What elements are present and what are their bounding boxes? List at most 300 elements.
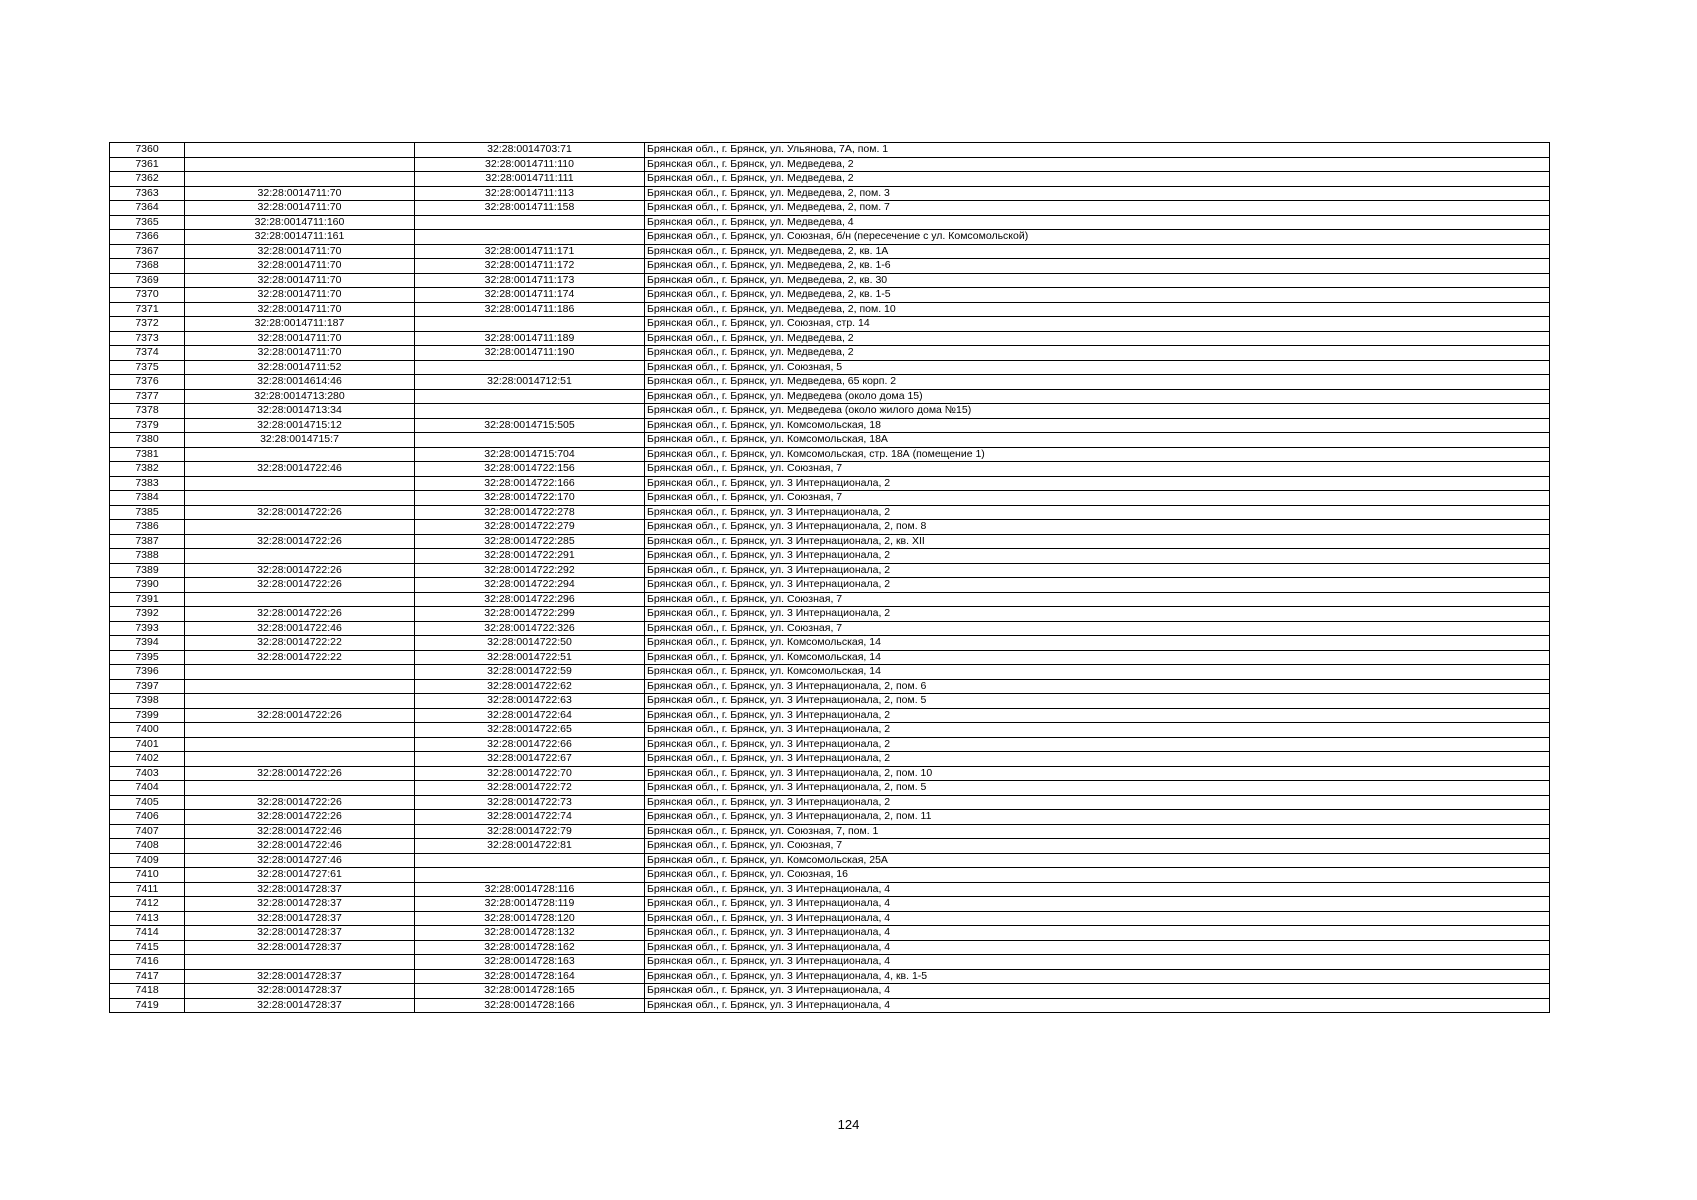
table-row bbox=[110, 650, 1550, 665]
object-cadastral-number-cell: 32:28:0014711:110 bbox=[415, 157, 645, 172]
address-cell: Брянская обл., г. Брянск, ул. Комсомольская, 14 bbox=[645, 636, 1550, 651]
parcel-cadastral-number-cell: 32:28:0014711:52 bbox=[185, 360, 415, 375]
object-cadastral-number-cell: 32:28:0014722:291 bbox=[415, 549, 645, 564]
row-number-cell: 7386 bbox=[110, 520, 185, 535]
parcel-cadastral-number-cell bbox=[185, 679, 415, 694]
row-number-cell: 7377 bbox=[110, 389, 185, 404]
object-cadastral-number-cell: 32:28:0014722:63 bbox=[415, 694, 645, 709]
address-cell: Брянская обл., г. Брянск, ул. 3 Интернационала, 2 bbox=[645, 708, 1550, 723]
object-cadastral-number-cell: 32:28:0014715:704 bbox=[415, 447, 645, 462]
row-number-cell: 7395 bbox=[110, 650, 185, 665]
object-cadastral-number-cell: 32:28:0014711:174 bbox=[415, 288, 645, 303]
address-cell: Брянская обл., г. Брянск, ул. 3 Интернационала, 2 bbox=[645, 795, 1550, 810]
address-cell: Брянская обл., г. Брянск, ул. Медведева, 2 bbox=[645, 331, 1550, 346]
address-cell: Брянская обл., г. Брянск, ул. Медведева, 2, кв. 1-5 bbox=[645, 288, 1550, 303]
parcel-cadastral-number-cell: 32:28:0014711:70 bbox=[185, 186, 415, 201]
table-row bbox=[110, 230, 1550, 245]
address-cell: Брянская обл., г. Брянск, ул. 3 Интернационала, 2 bbox=[645, 505, 1550, 520]
table-row bbox=[110, 563, 1550, 578]
parcel-cadastral-number-cell: 32:28:0014722:26 bbox=[185, 563, 415, 578]
table-row bbox=[110, 215, 1550, 230]
parcel-cadastral-number-cell: 32:28:0014711:70 bbox=[185, 331, 415, 346]
address-cell: Брянская обл., г. Брянск, ул. 3 Интернационала, 2 bbox=[645, 737, 1550, 752]
parcel-cadastral-number-cell bbox=[185, 752, 415, 767]
registry-table bbox=[109, 142, 1550, 1013]
parcel-cadastral-number-cell: 32:28:0014722:46 bbox=[185, 621, 415, 636]
address-cell: Брянская обл., г. Брянск, ул. Комсомольская, стр. 18А (помещение 1) bbox=[645, 447, 1550, 462]
parcel-cadastral-number-cell bbox=[185, 143, 415, 158]
address-cell: Брянская обл., г. Брянск, ул. 3 Интернационала, 2 bbox=[645, 549, 1550, 564]
address-cell: Брянская обл., г. Брянск, ул. Ульянова, 7А, пом. 1 bbox=[645, 143, 1550, 158]
address-cell: Брянская обл., г. Брянск, ул. Медведева (около жилого дома №15) bbox=[645, 404, 1550, 419]
parcel-cadastral-number-cell: 32:28:0014722:22 bbox=[185, 650, 415, 665]
table-row bbox=[110, 578, 1550, 593]
row-number-cell: 7394 bbox=[110, 636, 185, 651]
table-row bbox=[110, 186, 1550, 201]
address-cell: Брянская обл., г. Брянск, ул. 3 Интернационала, 4 bbox=[645, 984, 1550, 999]
parcel-cadastral-number-cell: 32:28:0014722:26 bbox=[185, 534, 415, 549]
row-number-cell: 7385 bbox=[110, 505, 185, 520]
address-cell: Брянская обл., г. Брянск, ул. Медведева, 2 bbox=[645, 346, 1550, 361]
table-row bbox=[110, 882, 1550, 897]
table-row bbox=[110, 331, 1550, 346]
parcel-cadastral-number-cell: 32:28:0014728:37 bbox=[185, 882, 415, 897]
address-cell: Брянская обл., г. Брянск, ул. Союзная, 7, пом. 1 bbox=[645, 824, 1550, 839]
table-row bbox=[110, 317, 1550, 332]
address-cell: Брянская обл., г. Брянск, ул. 3 Интернационала, 2, пом. 5 bbox=[645, 694, 1550, 709]
address-cell: Брянская обл., г. Брянск, ул. Медведева, 2, кв. 1А bbox=[645, 244, 1550, 259]
object-cadastral-number-cell: 32:28:0014728:164 bbox=[415, 969, 645, 984]
address-cell: Брянская обл., г. Брянск, ул. Медведева, 2, пом. 3 bbox=[645, 186, 1550, 201]
object-cadastral-number-cell: 32:28:0014728:163 bbox=[415, 955, 645, 970]
address-cell: Брянская обл., г. Брянск, ул. Союзная, 7 bbox=[645, 491, 1550, 506]
parcel-cadastral-number-cell: 32:28:0014711:187 bbox=[185, 317, 415, 332]
row-number-cell: 7378 bbox=[110, 404, 185, 419]
table-row bbox=[110, 839, 1550, 854]
parcel-cadastral-number-cell: 32:28:0014722:26 bbox=[185, 810, 415, 825]
address-cell: Брянская обл., г. Брянск, ул. Комсомольская, 18 bbox=[645, 418, 1550, 433]
object-cadastral-number-cell bbox=[415, 317, 645, 332]
address-cell: Брянская обл., г. Брянск, ул. Союзная, 7 bbox=[645, 621, 1550, 636]
parcel-cadastral-number-cell: 32:28:0014715:7 bbox=[185, 433, 415, 448]
row-number-cell: 7414 bbox=[110, 926, 185, 941]
address-cell: Брянская обл., г. Брянск, ул. Медведева, 2, кв. 1-6 bbox=[645, 259, 1550, 274]
address-cell: Брянская обл., г. Брянск, ул. 3 Интернационала, 4 bbox=[645, 911, 1550, 926]
object-cadastral-number-cell: 32:28:0014722:279 bbox=[415, 520, 645, 535]
parcel-cadastral-number-cell bbox=[185, 476, 415, 491]
table-row bbox=[110, 592, 1550, 607]
table-row bbox=[110, 766, 1550, 781]
table-row bbox=[110, 810, 1550, 825]
parcel-cadastral-number-cell: 32:28:0014722:26 bbox=[185, 708, 415, 723]
table-row bbox=[110, 723, 1550, 738]
object-cadastral-number-cell: 32:28:0014728:132 bbox=[415, 926, 645, 941]
row-number-cell: 7410 bbox=[110, 868, 185, 883]
object-cadastral-number-cell: 32:28:0014722:299 bbox=[415, 607, 645, 622]
object-cadastral-number-cell: 32:28:0014712:51 bbox=[415, 375, 645, 390]
address-cell: Брянская обл., г. Брянск, ул. 3 Интернационала, 4 bbox=[645, 940, 1550, 955]
object-cadastral-number-cell: 32:28:0014722:51 bbox=[415, 650, 645, 665]
row-number-cell: 7379 bbox=[110, 418, 185, 433]
parcel-cadastral-number-cell: 32:28:0014722:46 bbox=[185, 824, 415, 839]
address-cell: Брянская обл., г. Брянск, ул. Медведева, 2 bbox=[645, 157, 1550, 172]
table-row bbox=[110, 491, 1550, 506]
parcel-cadastral-number-cell: 32:28:0014728:37 bbox=[185, 969, 415, 984]
object-cadastral-number-cell: 32:28:0014722:74 bbox=[415, 810, 645, 825]
address-cell: Брянская обл., г. Брянск, ул. 3 Интернационала, 2 bbox=[645, 563, 1550, 578]
parcel-cadastral-number-cell: 32:28:0014722:22 bbox=[185, 636, 415, 651]
table-row bbox=[110, 897, 1550, 912]
object-cadastral-number-cell: 32:28:0014711:171 bbox=[415, 244, 645, 259]
table-row bbox=[110, 679, 1550, 694]
parcel-cadastral-number-cell bbox=[185, 157, 415, 172]
row-number-cell: 7391 bbox=[110, 592, 185, 607]
row-number-cell: 7408 bbox=[110, 839, 185, 854]
object-cadastral-number-cell bbox=[415, 433, 645, 448]
address-cell: Брянская обл., г. Брянск, ул. Комсомольская, 25А bbox=[645, 853, 1550, 868]
row-number-cell: 7389 bbox=[110, 563, 185, 578]
row-number-cell: 7399 bbox=[110, 708, 185, 723]
parcel-cadastral-number-cell bbox=[185, 491, 415, 506]
table-row bbox=[110, 955, 1550, 970]
row-number-cell: 7404 bbox=[110, 781, 185, 796]
object-cadastral-number-cell: 32:28:0014715:505 bbox=[415, 418, 645, 433]
row-number-cell: 7398 bbox=[110, 694, 185, 709]
table-row bbox=[110, 302, 1550, 317]
row-number-cell: 7364 bbox=[110, 201, 185, 216]
object-cadastral-number-cell: 32:28:0014722:62 bbox=[415, 679, 645, 694]
object-cadastral-number-cell: 32:28:0014722:81 bbox=[415, 839, 645, 854]
address-cell: Брянская обл., г. Брянск, ул. Союзная, 7 bbox=[645, 462, 1550, 477]
object-cadastral-number-cell: 32:28:0014722:326 bbox=[415, 621, 645, 636]
object-cadastral-number-cell: 32:28:0014722:59 bbox=[415, 665, 645, 680]
address-cell: Брянская обл., г. Брянск, ул. Медведева, 65 корп. 2 bbox=[645, 375, 1550, 390]
address-cell: Брянская обл., г. Брянск, ул. 3 Интернационала, 2, пом. 10 bbox=[645, 766, 1550, 781]
table-row bbox=[110, 781, 1550, 796]
row-number-cell: 7382 bbox=[110, 462, 185, 477]
address-cell: Брянская обл., г. Брянск, ул. Медведева, 2 bbox=[645, 172, 1550, 187]
table-row bbox=[110, 824, 1550, 839]
object-cadastral-number-cell: 32:28:0014722:292 bbox=[415, 563, 645, 578]
row-number-cell: 7387 bbox=[110, 534, 185, 549]
row-number-cell: 7418 bbox=[110, 984, 185, 999]
address-cell: Брянская обл., г. Брянск, ул. 3 Интернационала, 4 bbox=[645, 955, 1550, 970]
address-cell: Брянская обл., г. Брянск, ул. Медведева (около дома 15) bbox=[645, 389, 1550, 404]
table-row bbox=[110, 418, 1550, 433]
object-cadastral-number-cell: 32:28:0014722:66 bbox=[415, 737, 645, 752]
object-cadastral-number-cell bbox=[415, 404, 645, 419]
parcel-cadastral-number-cell bbox=[185, 520, 415, 535]
parcel-cadastral-number-cell: 32:28:0014711:161 bbox=[185, 230, 415, 245]
table-row bbox=[110, 621, 1550, 636]
row-number-cell: 7383 bbox=[110, 476, 185, 491]
object-cadastral-number-cell: 32:28:0014711:172 bbox=[415, 259, 645, 274]
row-number-cell: 7368 bbox=[110, 259, 185, 274]
parcel-cadastral-number-cell: 32:28:0014722:26 bbox=[185, 766, 415, 781]
parcel-cadastral-number-cell: 32:28:0014727:61 bbox=[185, 868, 415, 883]
parcel-cadastral-number-cell: 32:28:0014728:37 bbox=[185, 998, 415, 1013]
row-number-cell: 7401 bbox=[110, 737, 185, 752]
table-row bbox=[110, 853, 1550, 868]
parcel-cadastral-number-cell: 32:28:0014728:37 bbox=[185, 911, 415, 926]
table-row bbox=[110, 520, 1550, 535]
object-cadastral-number-cell: 32:28:0014722:70 bbox=[415, 766, 645, 781]
row-number-cell: 7400 bbox=[110, 723, 185, 738]
object-cadastral-number-cell: 32:28:0014711:173 bbox=[415, 273, 645, 288]
object-cadastral-number-cell: 32:28:0014711:186 bbox=[415, 302, 645, 317]
address-cell: Брянская обл., г. Брянск, ул. 3 Интернационала, 2 bbox=[645, 723, 1550, 738]
row-number-cell: 7380 bbox=[110, 433, 185, 448]
row-number-cell: 7416 bbox=[110, 955, 185, 970]
parcel-cadastral-number-cell bbox=[185, 781, 415, 796]
table-row bbox=[110, 694, 1550, 709]
row-number-cell: 7388 bbox=[110, 549, 185, 564]
object-cadastral-number-cell: 32:28:0014722:296 bbox=[415, 592, 645, 607]
table-row bbox=[110, 926, 1550, 941]
object-cadastral-number-cell: 32:28:0014722:170 bbox=[415, 491, 645, 506]
parcel-cadastral-number-cell: 32:28:0014614:46 bbox=[185, 375, 415, 390]
parcel-cadastral-number-cell: 32:28:0014711:70 bbox=[185, 259, 415, 274]
table-row bbox=[110, 505, 1550, 520]
address-cell: Брянская обл., г. Брянск, ул. 3 Интернационала, 2 bbox=[645, 752, 1550, 767]
row-number-cell: 7367 bbox=[110, 244, 185, 259]
parcel-cadastral-number-cell bbox=[185, 737, 415, 752]
object-cadastral-number-cell: 32:28:0014728:165 bbox=[415, 984, 645, 999]
table-row bbox=[110, 940, 1550, 955]
address-cell: Брянская обл., г. Брянск, ул. Союзная, б/н (пересечение с ул. Комсомольской) bbox=[645, 230, 1550, 245]
parcel-cadastral-number-cell: 32:28:0014711:160 bbox=[185, 215, 415, 230]
object-cadastral-number-cell: 32:28:0014722:73 bbox=[415, 795, 645, 810]
object-cadastral-number-cell: 32:28:0014711:113 bbox=[415, 186, 645, 201]
parcel-cadastral-number-cell: 32:28:0014722:26 bbox=[185, 795, 415, 810]
address-cell: Брянская обл., г. Брянск, ул. 3 Интернационала, 4 bbox=[645, 926, 1550, 941]
parcel-cadastral-number-cell bbox=[185, 592, 415, 607]
object-cadastral-number-cell: 32:28:0014728:116 bbox=[415, 882, 645, 897]
table-row bbox=[110, 752, 1550, 767]
row-number-cell: 7372 bbox=[110, 317, 185, 332]
table-row bbox=[110, 389, 1550, 404]
table-row bbox=[110, 375, 1550, 390]
parcel-cadastral-number-cell: 32:28:0014713:280 bbox=[185, 389, 415, 404]
row-number-cell: 7381 bbox=[110, 447, 185, 462]
table-row bbox=[110, 636, 1550, 651]
row-number-cell: 7371 bbox=[110, 302, 185, 317]
row-number-cell: 7407 bbox=[110, 824, 185, 839]
row-number-cell: 7363 bbox=[110, 186, 185, 201]
row-number-cell: 7361 bbox=[110, 157, 185, 172]
table-row bbox=[110, 157, 1550, 172]
parcel-cadastral-number-cell: 32:28:0014711:70 bbox=[185, 244, 415, 259]
row-number-cell: 7369 bbox=[110, 273, 185, 288]
table-row bbox=[110, 244, 1550, 259]
parcel-cadastral-number-cell: 32:28:0014711:70 bbox=[185, 273, 415, 288]
table-row bbox=[110, 447, 1550, 462]
parcel-cadastral-number-cell: 32:28:0014728:37 bbox=[185, 984, 415, 999]
object-cadastral-number-cell: 32:28:0014711:189 bbox=[415, 331, 645, 346]
address-cell: Брянская обл., г. Брянск, ул. 3 Интернационала, 2, пом. 6 bbox=[645, 679, 1550, 694]
object-cadastral-number-cell: 32:28:0014722:72 bbox=[415, 781, 645, 796]
object-cadastral-number-cell: 32:28:0014728:166 bbox=[415, 998, 645, 1013]
object-cadastral-number-cell bbox=[415, 215, 645, 230]
table-row bbox=[110, 868, 1550, 883]
table-row bbox=[110, 360, 1550, 375]
address-cell: Брянская обл., г. Брянск, ул. 3 Интернационала, 4 bbox=[645, 998, 1550, 1013]
table-row bbox=[110, 273, 1550, 288]
table-row bbox=[110, 969, 1550, 984]
parcel-cadastral-number-cell: 32:28:0014728:37 bbox=[185, 897, 415, 912]
row-number-cell: 7397 bbox=[110, 679, 185, 694]
object-cadastral-number-cell bbox=[415, 389, 645, 404]
object-cadastral-number-cell: 32:28:0014722:166 bbox=[415, 476, 645, 491]
row-number-cell: 7393 bbox=[110, 621, 185, 636]
row-number-cell: 7362 bbox=[110, 172, 185, 187]
object-cadastral-number-cell: 32:28:0014728:162 bbox=[415, 940, 645, 955]
address-cell: Брянская обл., г. Брянск, ул. Медведева, 2, пом. 10 bbox=[645, 302, 1550, 317]
object-cadastral-number-cell bbox=[415, 230, 645, 245]
table-row bbox=[110, 476, 1550, 491]
parcel-cadastral-number-cell: 32:28:0014722:26 bbox=[185, 578, 415, 593]
object-cadastral-number-cell: 32:28:0014703:71 bbox=[415, 143, 645, 158]
table-row bbox=[110, 534, 1550, 549]
address-cell: Брянская обл., г. Брянск, ул. Медведева, 2, кв. 30 bbox=[645, 273, 1550, 288]
parcel-cadastral-number-cell: 32:28:0014722:46 bbox=[185, 462, 415, 477]
object-cadastral-number-cell: 32:28:0014728:119 bbox=[415, 897, 645, 912]
address-cell: Брянская обл., г. Брянск, ул. 3 Интернационала, 2 bbox=[645, 476, 1550, 491]
address-cell: Брянская обл., г. Брянск, ул. Союзная, 16 bbox=[645, 868, 1550, 883]
address-cell: Брянская обл., г. Брянск, ул. Медведева, 4 bbox=[645, 215, 1550, 230]
parcel-cadastral-number-cell: 32:28:0014711:70 bbox=[185, 201, 415, 216]
object-cadastral-number-cell: 32:28:0014728:120 bbox=[415, 911, 645, 926]
parcel-cadastral-number-cell: 32:28:0014727:46 bbox=[185, 853, 415, 868]
row-number-cell: 7409 bbox=[110, 853, 185, 868]
address-cell: Брянская обл., г. Брянск, ул. 3 Интернационала, 2 bbox=[645, 607, 1550, 622]
row-number-cell: 7392 bbox=[110, 607, 185, 622]
row-number-cell: 7365 bbox=[110, 215, 185, 230]
parcel-cadastral-number-cell: 32:28:0014711:70 bbox=[185, 302, 415, 317]
object-cadastral-number-cell: 32:28:0014722:65 bbox=[415, 723, 645, 738]
row-number-cell: 7360 bbox=[110, 143, 185, 158]
parcel-cadastral-number-cell: 32:28:0014711:70 bbox=[185, 288, 415, 303]
table-row bbox=[110, 737, 1550, 752]
address-cell: Брянская обл., г. Брянск, ул. Союзная, 7 bbox=[645, 592, 1550, 607]
address-cell: Брянская обл., г. Брянск, ул. Союзная, 5 bbox=[645, 360, 1550, 375]
table-row bbox=[110, 998, 1550, 1013]
address-cell: Брянская обл., г. Брянск, ул. 3 Интернационала, 4 bbox=[645, 882, 1550, 897]
address-cell: Брянская обл., г. Брянск, ул. Комсомольская, 14 bbox=[645, 665, 1550, 680]
object-cadastral-number-cell: 32:28:0014722:50 bbox=[415, 636, 645, 651]
table-row bbox=[110, 259, 1550, 274]
row-number-cell: 7376 bbox=[110, 375, 185, 390]
row-number-cell: 7403 bbox=[110, 766, 185, 781]
parcel-cadastral-number-cell: 32:28:0014722:46 bbox=[185, 839, 415, 854]
object-cadastral-number-cell: 32:28:0014722:79 bbox=[415, 824, 645, 839]
object-cadastral-number-cell bbox=[415, 868, 645, 883]
parcel-cadastral-number-cell bbox=[185, 172, 415, 187]
table-row bbox=[110, 288, 1550, 303]
object-cadastral-number-cell bbox=[415, 853, 645, 868]
table-row bbox=[110, 795, 1550, 810]
table-row bbox=[110, 346, 1550, 361]
address-cell: Брянская обл., г. Брянск, ул. Союзная, стр. 14 bbox=[645, 317, 1550, 332]
table-row bbox=[110, 911, 1550, 926]
row-number-cell: 7396 bbox=[110, 665, 185, 680]
table-row bbox=[110, 462, 1550, 477]
parcel-cadastral-number-cell: 32:28:0014728:37 bbox=[185, 940, 415, 955]
address-cell: Брянская обл., г. Брянск, ул. 3 Интернационала, 2, пом. 5 bbox=[645, 781, 1550, 796]
object-cadastral-number-cell: 32:28:0014722:67 bbox=[415, 752, 645, 767]
row-number-cell: 7384 bbox=[110, 491, 185, 506]
parcel-cadastral-number-cell: 32:28:0014722:26 bbox=[185, 505, 415, 520]
row-number-cell: 7375 bbox=[110, 360, 185, 375]
address-cell: Брянская обл., г. Брянск, ул. 3 Интернационала, 2, кв. XII bbox=[645, 534, 1550, 549]
table-row bbox=[110, 433, 1550, 448]
table-row bbox=[110, 665, 1550, 680]
address-cell: Брянская обл., г. Брянск, ул. 3 Интернационала, 2, пом. 11 bbox=[645, 810, 1550, 825]
row-number-cell: 7402 bbox=[110, 752, 185, 767]
address-cell: Брянская обл., г. Брянск, ул. Медведева, 2, пом. 7 bbox=[645, 201, 1550, 216]
parcel-cadastral-number-cell: 32:28:0014722:26 bbox=[185, 607, 415, 622]
row-number-cell: 7419 bbox=[110, 998, 185, 1013]
parcel-cadastral-number-cell bbox=[185, 549, 415, 564]
parcel-cadastral-number-cell bbox=[185, 955, 415, 970]
address-cell: Брянская обл., г. Брянск, ул. Комсомольская, 14 bbox=[645, 650, 1550, 665]
object-cadastral-number-cell: 32:28:0014711:158 bbox=[415, 201, 645, 216]
table-row bbox=[110, 143, 1550, 158]
address-cell: Брянская обл., г. Брянск, ул. 3 Интернационала, 4 bbox=[645, 897, 1550, 912]
parcel-cadastral-number-cell: 32:28:0014715:12 bbox=[185, 418, 415, 433]
registry-table-container bbox=[109, 142, 1549, 1013]
row-number-cell: 7411 bbox=[110, 882, 185, 897]
table-row bbox=[110, 549, 1550, 564]
object-cadastral-number-cell: 32:28:0014722:278 bbox=[415, 505, 645, 520]
address-cell: Брянская обл., г. Брянск, ул. 3 Интернационала, 4, кв. 1-5 bbox=[645, 969, 1550, 984]
row-number-cell: 7370 bbox=[110, 288, 185, 303]
table-row bbox=[110, 404, 1550, 419]
table-row bbox=[110, 172, 1550, 187]
page-number: 124 bbox=[837, 1117, 860, 1132]
table-row bbox=[110, 201, 1550, 216]
registry-table-body bbox=[110, 143, 1550, 1013]
parcel-cadastral-number-cell: 32:28:0014728:37 bbox=[185, 926, 415, 941]
row-number-cell: 7417 bbox=[110, 969, 185, 984]
address-cell: Брянская обл., г. Брянск, ул. 3 Интернационала, 2, пом. 8 bbox=[645, 520, 1550, 535]
object-cadastral-number-cell: 32:28:0014722:294 bbox=[415, 578, 645, 593]
row-number-cell: 7412 bbox=[110, 897, 185, 912]
parcel-cadastral-number-cell bbox=[185, 694, 415, 709]
row-number-cell: 7374 bbox=[110, 346, 185, 361]
row-number-cell: 7406 bbox=[110, 810, 185, 825]
row-number-cell: 7366 bbox=[110, 230, 185, 245]
row-number-cell: 7405 bbox=[110, 795, 185, 810]
object-cadastral-number-cell: 32:28:0014722:64 bbox=[415, 708, 645, 723]
object-cadastral-number-cell: 32:28:0014722:156 bbox=[415, 462, 645, 477]
address-cell: Брянская обл., г. Брянск, ул. 3 Интернационала, 2 bbox=[645, 578, 1550, 593]
address-cell: Брянская обл., г. Брянск, ул. Союзная, 7 bbox=[645, 839, 1550, 854]
row-number-cell: 7373 bbox=[110, 331, 185, 346]
table-row bbox=[110, 708, 1550, 723]
parcel-cadastral-number-cell bbox=[185, 723, 415, 738]
object-cadastral-number-cell bbox=[415, 360, 645, 375]
parcel-cadastral-number-cell bbox=[185, 447, 415, 462]
row-number-cell: 7413 bbox=[110, 911, 185, 926]
table-row bbox=[110, 607, 1550, 622]
parcel-cadastral-number-cell: 32:28:0014711:70 bbox=[185, 346, 415, 361]
row-number-cell: 7390 bbox=[110, 578, 185, 593]
parcel-cadastral-number-cell bbox=[185, 665, 415, 680]
address-cell: Брянская обл., г. Брянск, ул. Комсомольская, 18А bbox=[645, 433, 1550, 448]
object-cadastral-number-cell: 32:28:0014711:190 bbox=[415, 346, 645, 361]
row-number-cell: 7415 bbox=[110, 940, 185, 955]
